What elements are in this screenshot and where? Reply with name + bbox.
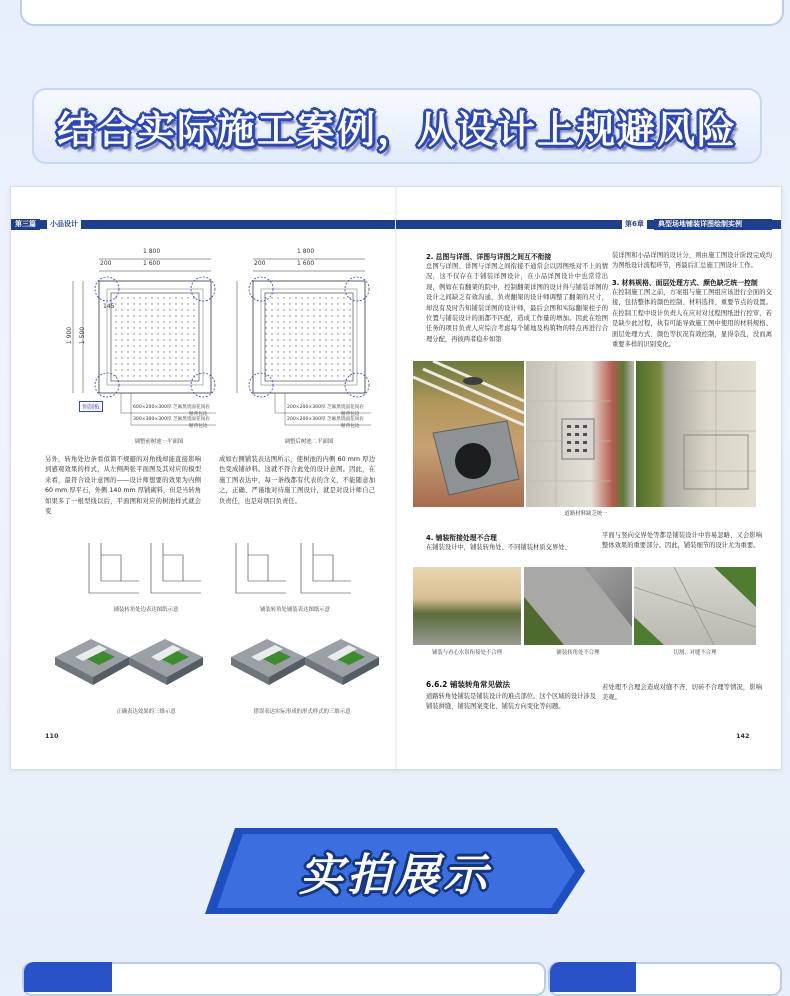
note-a2: 300×300×300厚 芝麻黑烧面花岗岩 [133,417,210,422]
dim-label-1900: 1 900 [66,326,74,345]
left-paragraph-1: 另外，转角处边条看似简不规避的对角线却能直接影响到感观效果的样式，从左侧两张平面图及其对应的模型来看，最符合设计意图的——设计师想要的效果为内侧 60 mm 厚平石，外侧 140 mm 厚铺砌料，但是当转角如果多了一根型线以后，平面图和对应的树池样式就会变 [45,456,201,516]
section-heading-662: 6.6.2 铺装转角常见做法 [426,680,510,689]
drawing1-caption: 调整前树池一平面图 [134,439,184,445]
left-header-subtitle: 小品设计 [47,219,81,230]
note-a1: 600×200×300厚 芝麻黑烧面花岗岩 [133,405,210,410]
photo-caption-top: 道路材料缺乏统一 [564,511,608,517]
dim-label-145: 145 [103,303,115,310]
corner-plan-caption-2: 铺装转角处铺装表达图纸示意 [259,607,331,613]
next-card-right-tab [550,962,636,992]
iso-model-1 [55,639,203,685]
right-paragraph-1: 总图与详图、详图与详图之间衔接不通常会以因图纸对不上的情况，这不仅存在于铺装详图设计，在小品详图设计中也常常出现，例如在有翻架的院中，控制翻架详图的设计得与铺装详图的设计之间缺乏有效沟通，负责翻架的设计师调整了翻架的尺寸，却没有及时告知铺装详图的设计师，最后会图和实际翻架柱子的位置与铺装设计的面都不匹配，造成工作量的增加。因此在绘图任务的项目负责人应综合考虑每个铺地及构筑物的特点再进行合理分配，再彼两者稳步如第 [426,263,608,343]
left-page [11,187,396,769]
book-spread [10,186,782,770]
note-b1b: 掰背包边 [341,412,360,417]
left-paragraph-2: 成如右侧铺装表达图所示，使树池的内侧 60 mm 厚边色变成铺砂料。这就不符合此处的设计意图。因此，在施工图表达中，每一条线都有代表的含义，不能随意加之，正确、严谨地对待施工图设计，就是对设计师自己负责任，也是对项目负责任。 [219,456,375,505]
isometric-models [11,627,396,707]
note-a1b: 掰背包边 [189,412,208,417]
right-paragraph-4: 道路转角处铺装是铺装设计的难点部位。这个区域的设计涉及铺装拼缝、铺装图案变化、铺装方向变化等问题。 [426,693,596,711]
left-page-number: 110 [45,732,59,740]
photo-caption-b1: 铺装与看心水景衔接处不合理 [431,650,503,656]
dim-label-1800a: 1 800 [143,248,161,255]
photo-paving-corner [524,567,632,645]
iso-model-2 [231,639,379,685]
right-heading-1: 2. 总图与详图、详图与详图之间互不衔接 [426,253,552,261]
dim-label-1800b: 1 800 [297,248,315,255]
headline-text: 结合实际施工案例，从设计上规避风险 [56,107,737,152]
drawing2-caption: 调整后树池二平面图 [284,439,334,445]
photo-caption-b2: 铺装转角处不合理 [556,650,600,656]
next-card-left-tab [24,962,112,992]
dim-label-200b: 200 [254,260,266,267]
note-b2: 200×200×300厚 芝麻黑烧面花岗岩 [287,417,364,422]
right-header-subtitle: 典型场地铺装详图绘制实例 [654,219,772,230]
dim-label-1500: 1 500 [79,326,87,345]
photo-water-edge [413,567,521,645]
iso-caption-2: 错误表达实际形成的形式样式的三维示意 [253,709,351,715]
right-paragraph-4b: 若处理不合理会造成对缝不齐、切砖不合理等情况，影响美观。 [602,684,762,702]
right-page [396,187,781,769]
right-paragraph-2a: 装详图和小品详图的设计分，则由施工图设计阶段完成均为图纸设计流程环节，再最后汇总施工图设计工作。 [612,252,772,270]
right-paragraph-3b: 平面与竖向交界处等都是铺装设计中容易忽略、又会影响整体效果的重要部分。因此，铺装细节的设计尤为重要。 [602,532,762,550]
dim-label-1600b: 1 600 [297,260,315,267]
note-b1: 200×200×300厚 芝麻黑烧面花岗岩 [287,405,364,410]
photo-drain-cover [413,361,524,507]
right-header-tab: 第6章 [622,219,647,230]
dim-label-1600a: 1 600 [143,260,161,267]
section-arrow-banner [205,826,585,916]
iso-caption-1: 正确表达效果的三维示意 [116,709,176,715]
right-paragraph-3: 在铺装设计中，铺装转角处、不同铺装材质交界处、 [426,544,571,551]
corner-plan-caption-1: 铺装转角处边表达图纸示意 [113,607,179,613]
photo-cut-joint [634,567,756,645]
section-title: 实拍展示 [299,850,491,901]
photo-paving-grate [526,361,634,507]
left-header-tab: 第三篇 [11,219,40,230]
note-b2b: 掰背包边 [341,424,360,429]
previous-section-card [20,0,784,26]
right-page-number: 142 [736,732,750,740]
right-paragraph-2b: 在控制施工图之前，方案组与施工图组应该进行全面的交接，包括整体的颜色控制、材料选择、重要节点的设置。在控制工程中设计负责人在应对对过程图纸进行控审，若是缺少此过程，执有可能导致施工图中使用的材料规格、面层处理方式、颜色等状况有效控制，显得杂乱，没而离重要多样的识别变化。 [612,289,772,349]
tree-pit-plan-2 [237,259,371,425]
headline-banner [32,88,762,164]
dim-label-200a: 200 [100,260,112,267]
tag-label: 预制板 [79,401,103,412]
note-a2b: 掰背包边 [189,424,208,429]
right-heading-3: 4. 铺装衔接处理不合理 [426,534,497,542]
right-heading-2: 3. 材料规格、面层处理方式、颜色缺乏统一控制 [612,279,758,287]
photo-caption-b3: 切割、对缝不合理 [673,650,717,656]
photo-paving-strip [636,361,756,507]
